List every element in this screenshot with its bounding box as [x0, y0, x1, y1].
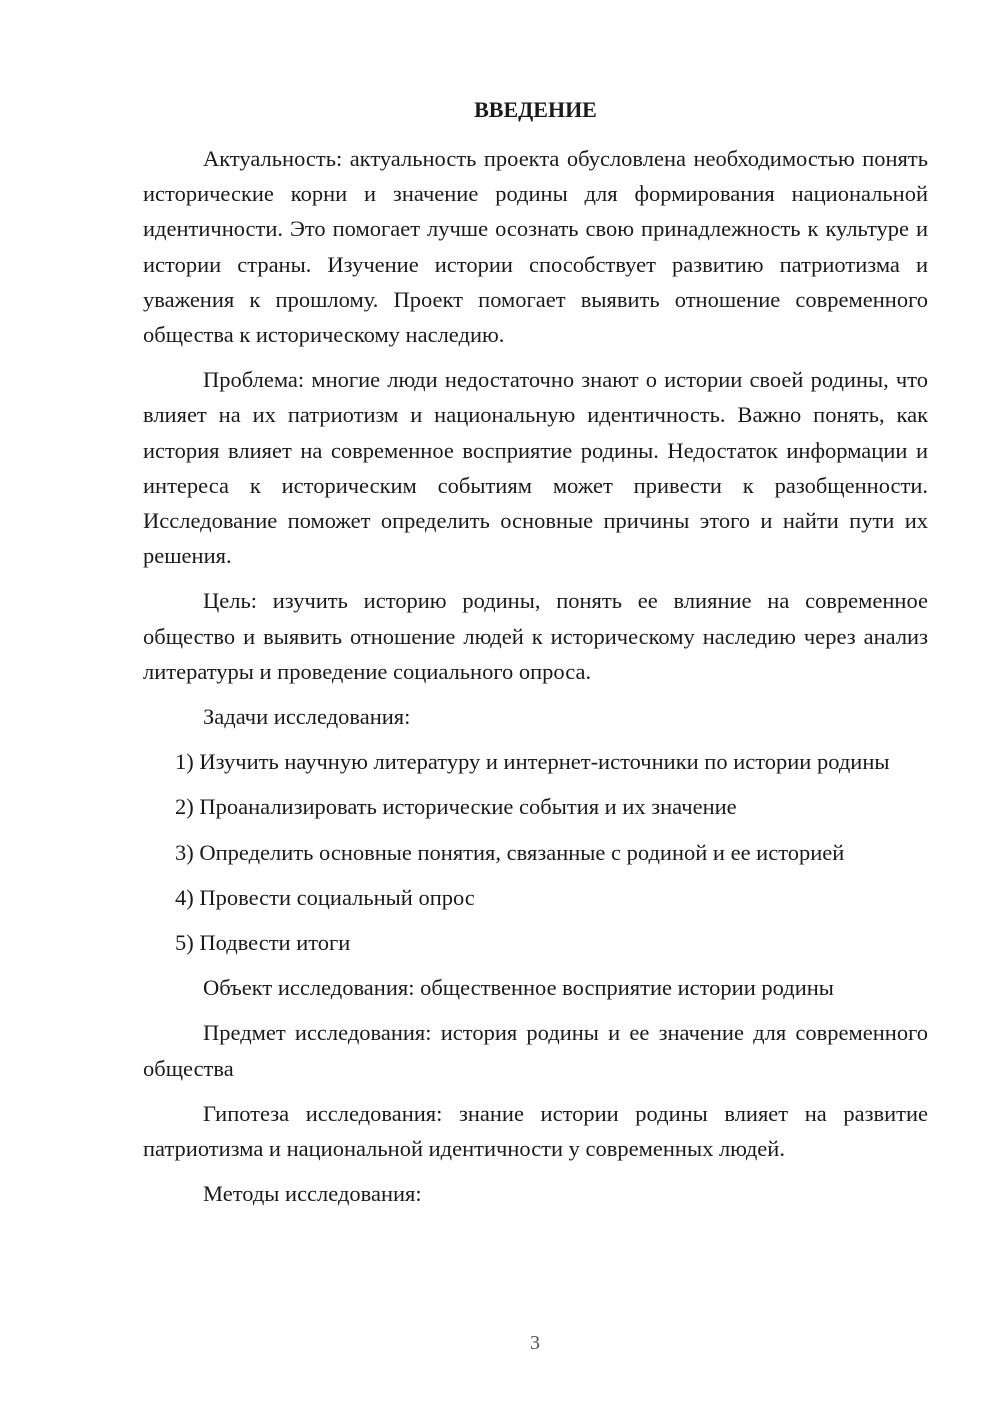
tasks-title: Задачи исследования: — [203, 704, 411, 730]
problem-paragraph: Проблема: многие люди недостаточно знают о истории своей родины, что влияет на их патриотизм и национальную идентичность. Важно понять, как история влияет на современное восприятие родины. Недостаток информации и интереса к историческим событиям может привести к разобщенности. Исследование поможет определить основные причины этого и найти пути их решения. — [143, 367, 928, 569]
goal-paragraph: Цель: изучить историю родины, понять ее влияние на современное общество и выявить отношение людей к историческому наследию через анализ литературы и проведение социального опроса. — [143, 588, 928, 684]
hypothesis-paragraph: Гипотеза исследования: знание истории родины влияет на развитие патриотизма и национальной идентичности у современных людей. — [143, 1100, 928, 1162]
subject-paragraph: Предмет исследования: история родины и ее значение для современного общества — [143, 1020, 928, 1081]
task-item-4: 4) Провести социальный опрос — [175, 884, 475, 910]
task-item-2: 2) Проанализировать исторические события и их значение — [175, 794, 737, 820]
relevance-paragraph: Актуальность: актуальность проекта обусловлена необходимостью понять исторические корни и значение родины для формирования национальной идентичности. Это помогает лучше осознать свою принадлежность к культуре и истории страны. Изучение истории способствует развитию патриотизма и уважения к прошлому. Проект помогает выявить отношение современного общества к историческому наследию. — [143, 146, 928, 348]
document-page — [143, 92, 928, 1221]
task-item-3: 3) Определить основные понятия, связанные с родиной и ее историей — [175, 839, 845, 865]
section-heading: ВВЕДЕНИЕ — [474, 97, 597, 122]
task-item-5: 5) Подвести итоги — [175, 930, 351, 956]
methods-title: Методы исследования: — [203, 1181, 422, 1207]
task-item-1: 1) Изучить научную литературу и интернет-источники по истории родины — [175, 749, 890, 775]
page-number: 3 — [530, 1332, 540, 1354]
object-paragraph: Объект исследования: общественное восприятие истории родины — [203, 975, 834, 1001]
